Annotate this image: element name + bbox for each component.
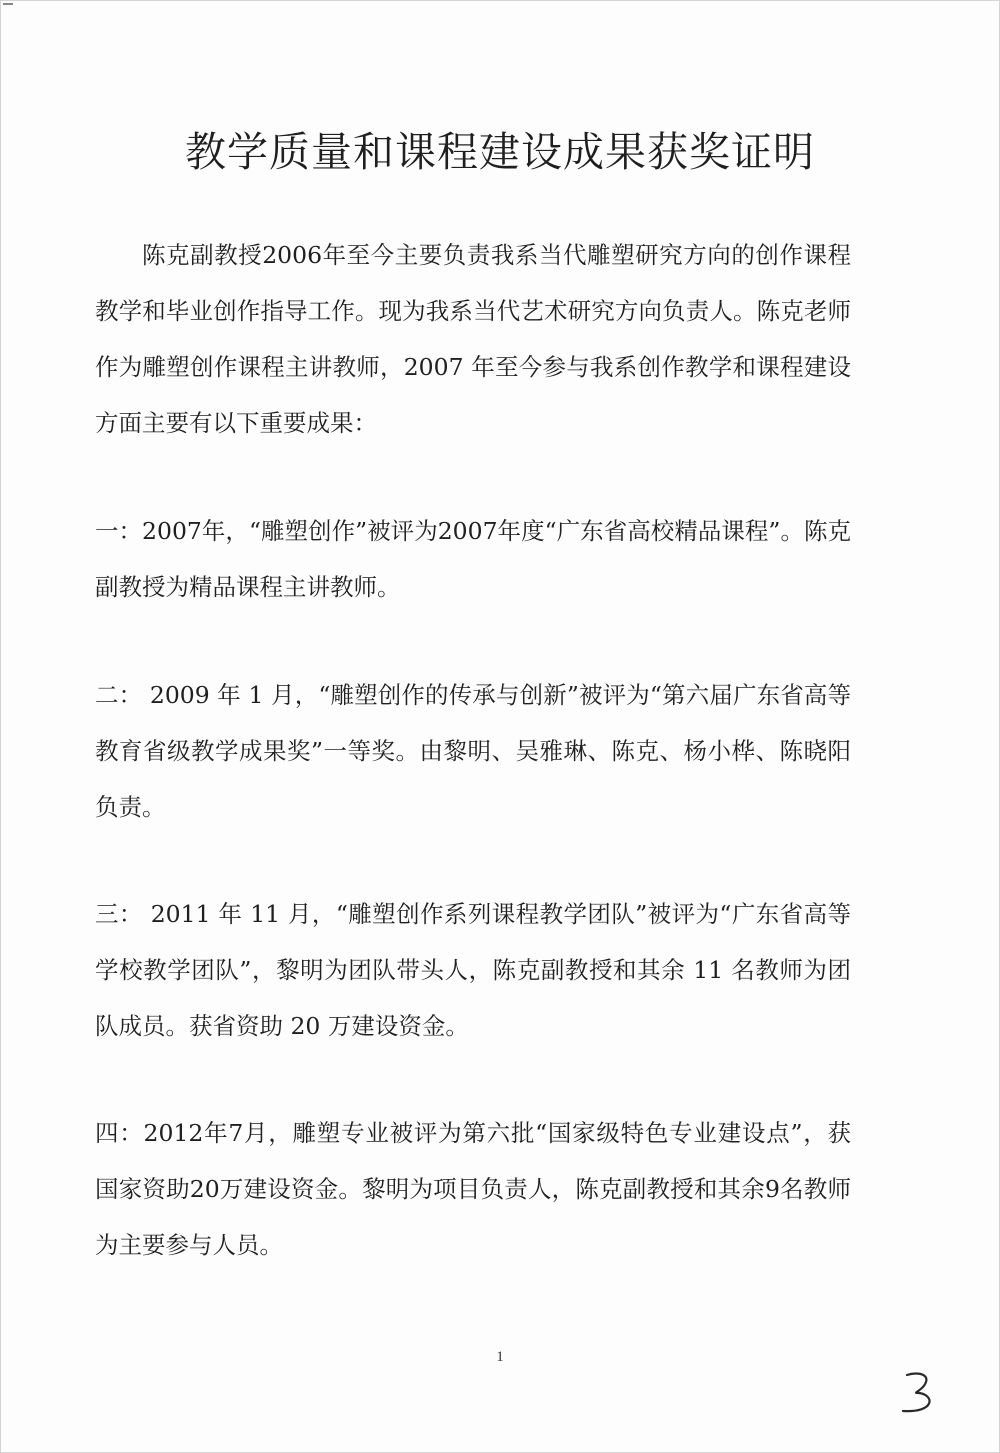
handwritten-number-mark — [899, 1369, 939, 1417]
intro-paragraph: 陈克副教授2006年至今主要负责我系当代雕塑研究方向的创作课程教学和毕业创作指导工作。现为我系当代艺术研究方向负责人。陈克老师作为雕塑创作课程主讲教师，2007 年至今参与我系创作教学和课程建设方面主要有以下重要成果： — [95, 241, 851, 437]
page-number: 1 — [496, 1349, 504, 1365]
scan-corner-mark — [3, 3, 13, 5]
achievement-item-2: 二： 2009 年 1 月，“雕塑创作的传承与创新”被评为“第六届广东省高等教育省级教学成果奖”一等奖。由黎明、吴雅琳、陈克、杨小桦、陈晓阳负责。 — [95, 681, 851, 821]
document-title: 教学质量和课程建设成果获奖证明 — [185, 128, 815, 176]
achievement-item-1: 一：2007年，“雕塑创作”被评为2007年度“广东省高校精品课程”。陈克副教授为精品课程主讲教师。 — [95, 517, 851, 601]
achievement-item-4: 四：2012年7月，雕塑专业被评为第六批“国家级特色专业建设点”，获国家资助20万建设资金。黎明为项目负责人，陈克副教授和其余9名教师为主要参与人员。 — [95, 1119, 851, 1259]
achievement-item-3: 三： 2011 年 11 月，“雕塑创作系列课程教学团队”被评为“广东省高等学校教学团队”，黎明为团队带头人，陈克副教授和其余 11 名教师为团队成员。获省资助 20 万建设资金。 — [95, 900, 851, 1040]
